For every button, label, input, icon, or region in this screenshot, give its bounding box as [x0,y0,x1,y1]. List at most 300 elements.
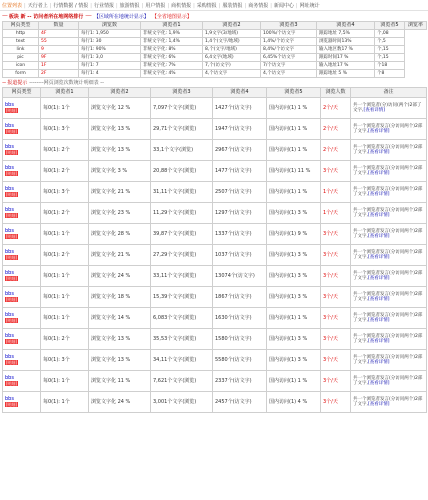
table-cell: 国内访问(1) 1 % [267,119,321,140]
detail-badge[interactable]: [明细] [6,276,18,281]
view-details-link[interactable]: [查看详情] [367,129,390,134]
table-cell: 33,11个文字(浏览) [151,266,213,287]
note-cell [351,245,427,266]
table-cell: 每行1: 30 [79,38,141,46]
nav-item[interactable]: 用户情报 [145,2,166,9]
row-tag-link[interactable]: bbs [5,123,14,129]
note-cell [351,350,427,371]
table-cell: 1630个(访文字) [213,308,267,329]
table-cell: 个8 [375,70,405,78]
table-cell: 2F [39,70,79,78]
table-row [3,62,427,70]
detail-badge[interactable]: [明细] [6,360,18,365]
table-cell: 国内访问(1) 3 % [267,329,321,350]
table-cell: 浏览文字化 13 % [89,119,151,140]
row-tag-link[interactable]: bbs [5,228,14,234]
table-cell: 3,001个文字(浏览) [151,392,213,413]
table-cell: 每行1: 90% [79,46,141,54]
section1-title: 板块 新 -- 访问者所在地网络排行 [8,13,84,20]
nav-item[interactable]: 网址统计 [299,2,320,9]
nav-item[interactable]: 采购情报 [196,2,217,9]
row-tag-link[interactable]: bbs [5,144,14,150]
table-cell: 1477个(访文字) [213,161,267,182]
column-header[interactable]: 浏览者2 [89,88,151,98]
view-details-link[interactable]: [查看详情] [367,318,390,323]
table-cell: 1F [39,62,79,70]
table-cell: 每0(1): 1个 [41,308,89,329]
nav-items [22,2,320,9]
table-cell: 每0(1): 2个 [41,140,89,161]
table-cell: 1337个(访文字) [213,224,267,245]
column-header[interactable]: 浏览者4 [317,22,375,30]
row-tag-link[interactable]: bbs [5,249,14,255]
nav-separator: | [218,2,221,9]
table-cell: 34,11个文字(浏览) [151,350,213,371]
row-type-cell [3,203,41,224]
row-type-cell: icon [3,62,39,70]
column-header[interactable]: 浏览者3 [151,88,213,98]
table-cell: 3个/天 [321,308,351,329]
table-row [3,224,427,245]
table-cell: 33,1个文字(浏览) [151,140,213,161]
table-row [3,182,427,203]
table-cell: 每行1: 7 [79,62,141,70]
note-text: 共一个浏览者(分)访问(两个)2部了文字, [353,103,422,113]
section2-title: 报道提示 [7,80,28,86]
table-cell: 1867个(访文字) [213,287,267,308]
nav-item[interactable]: 行业情报 [93,2,114,9]
region-stats-link[interactable]: 【区域所在地统计显示】 [93,13,149,20]
table-cell: 国内访问(1) 4 % [267,392,321,413]
table-cell: 13074个(访文字) [213,266,267,287]
table-cell: 3个/天 [321,287,351,308]
nav-separator: | [270,2,272,9]
table-row [3,38,427,46]
table-cell: 55 [39,38,79,46]
section2-desc: --------网页浏览次数统计明细表 -- [29,80,104,86]
table-cell: 7,621个文字(浏览) [151,371,213,392]
table-cell: 跟踪地址 5 % [317,70,375,78]
column-header[interactable]: 浏览人数 [321,88,351,98]
nav-item[interactable]: 行情数据 / 情报 [53,2,89,9]
table-cell: 国内访问(1) 3 % [267,266,321,287]
view-details-link[interactable]: [查看详情] [367,255,390,260]
table-cell: 跟踪时间17 % [317,54,375,62]
view-details-link[interactable]: [查看详情] [367,192,390,197]
section2-header [0,78,428,87]
note-cell [351,119,427,140]
note-text: 共一个浏览者发言(分访问两个)2部了文字, [353,292,423,302]
table-cell: 浏览文字化 18 % [89,287,151,308]
table-cell: 1297个(访文字) [213,203,267,224]
nav-separator: | [49,2,52,9]
row-tag-link[interactable]: bbs [5,186,14,192]
row-tag-link[interactable]: bbs [5,165,14,171]
note-text: 共一个浏览者发言(分访问两个)2部了文字, [353,187,423,197]
row-type-cell [3,329,41,350]
row-type-cell [3,98,41,119]
table-cell: 非统文字化: 6% [141,54,203,62]
table-cell: 国内访问(1) 3 % [267,287,321,308]
table-cell: 8,个(文字/地域) [203,46,261,54]
column-header[interactable]: 浏览率 [405,22,427,30]
table-cell: 每行1: 3,0 [79,54,141,62]
view-details-link[interactable]: [查看详情] [367,360,390,365]
table-row [3,98,427,119]
table-cell: 浏览文字化 3 % [89,161,151,182]
detail-badge[interactable]: [明细] [6,192,18,197]
table-cell: 4F [39,30,79,38]
note-text: 共一个浏览者发言(分访问两个)2部了文字, [353,166,423,176]
table-cell: 2507个(访文字) [213,182,267,203]
table-cell: 1037个(访文字) [213,245,267,266]
table-row [3,203,427,224]
view-details-link[interactable]: [查看详情] [367,150,390,155]
note-text: 共一个浏览者发言(分访问两个)2部了文字, [353,250,423,260]
note-cell [351,224,427,245]
note-text: 共一个浏览者发言(分访问两个)2部了文字, [353,208,423,218]
nav-item[interactable]: 商务情报 [248,2,269,9]
table-cell: 6,4文字(地域) [203,54,261,62]
table-cell: 29,71个文字(浏览) [151,119,213,140]
column-header[interactable]: 浏览者1 [141,22,203,30]
view-details-link[interactable]: [查看详情] [367,276,390,281]
detail-badge[interactable]: [明细] [6,129,18,134]
table-row [3,46,427,54]
table-cell: 浏览文字化 12 % [89,98,151,119]
table-cell: 9 [39,46,79,54]
nav-current[interactable]: 位置列表 [2,2,23,9]
nav-item[interactable]: 新闻中心 [273,2,294,9]
table-row [3,70,427,78]
table-cell: 1个/天 [321,203,351,224]
row-type-cell [3,287,41,308]
row-type-cell: form [3,70,39,78]
column-header[interactable]: 浏览者3 [261,22,317,30]
column-header[interactable]: 浏览者2 [203,22,261,30]
nav-separator: | [115,2,118,9]
table-cell: 3个/天 [321,350,351,371]
table-cell: 4,个访文字 [203,70,261,78]
table-cell: 2457个(访文字) [213,392,267,413]
table-cell: 2个/天 [321,119,351,140]
table-cell: 20,88个文字(浏览) [151,161,213,182]
detail-badge[interactable]: [明细] [6,381,18,386]
table-cell: 个,5 [375,38,405,46]
table-cell: 3个/天 [321,329,351,350]
table-cell: 6,45%个访文字 [261,54,317,62]
table-cell: 每0(1): 1个 [41,266,89,287]
table-cell: 3个/天 [321,392,351,413]
table-cell: 国内访问(1) 3 % [267,350,321,371]
table-cell: 1,4个(文字/地域) [203,38,261,46]
view-details-link[interactable]: [查看详情] [367,234,390,239]
table-cell: 个18 [375,62,405,70]
table-cell: 国内访问(1) 9 % [267,224,321,245]
note-cell [351,161,427,182]
table-row [3,245,427,266]
table-cell: 浏览文字化 13 % [89,350,151,371]
table-cell: 浏览器时间13% [317,38,375,46]
column-header[interactable]: 数量 [39,22,79,30]
table-row [3,329,427,350]
table-cell: 每行1: 4 [79,70,141,78]
detail-table [2,87,427,413]
row-tag-link[interactable]: bbs [5,270,14,276]
nav-item[interactable]: 旅游情报 [119,2,140,9]
note-text: 共一个浏览者发言(分访问两个)2部了文字, [353,145,423,155]
row-type-cell [3,392,41,413]
view-details-link[interactable]: [查看详情] [367,171,390,176]
note-text: 共一个浏览者发言(分访问两个)2部了文字, [353,124,423,134]
note-cell [351,203,427,224]
summary-table-header [3,22,427,30]
table-cell: 3个/天 [321,245,351,266]
table-cell: 国内访问(1) 1 % [267,140,321,161]
table-cell: 非统文字化: 1,9% [141,30,203,38]
table-cell: 国内访问(1) 3 % [267,203,321,224]
table-cell: 每行1: 1,950 [79,30,141,38]
table-cell: 6,083个文字(浏览) [151,308,213,329]
table-cell: 7/个访文字 [261,62,317,70]
table-cell: 5580个(访文字) [213,350,267,371]
note-cell [351,140,427,161]
row-tag-link[interactable]: bbs [5,207,14,213]
table-cell: 每0(1): 1个 [41,98,89,119]
nav-separator: | [90,2,92,9]
row-type-cell [3,371,41,392]
table-cell: 每0(1): 2个 [41,329,89,350]
table-cell: 浏览文字化 28 % [89,224,151,245]
detail-badge[interactable]: [明细] [6,213,18,218]
table-cell: 每0(1): 1个 [41,392,89,413]
table-cell: 每0(1): 2个 [41,245,89,266]
nav-separator: | [193,2,195,9]
table-cell: 国内访问(1) 1 % [267,308,321,329]
table-cell: 35,53个文字(浏览) [151,329,213,350]
table-row [3,161,427,182]
table-cell: 国内访问(1) 11 % [267,161,321,182]
table-cell: 2337个(访文字) [213,371,267,392]
note-text: 共一个浏览者发言(分访问两个)2部了文字, [353,397,423,407]
row-tag-link[interactable]: bbs [5,396,14,402]
note-text: 共一个浏览者发言(分访问两个)2部了文字, [353,376,423,386]
detail-badge[interactable]: [明细] [6,171,18,176]
nav-separator: | [141,2,144,9]
nav-separator: | [295,2,298,9]
table-cell: 4,个访文字 [261,70,317,78]
table-cell: 国内访问(1) 1 % [267,182,321,203]
view-details-link[interactable]: [查看详情] [363,108,385,113]
row-type-cell [3,224,41,245]
row-tag-link[interactable]: bbs [5,333,14,339]
column-header[interactable]: 浏览者5 [267,88,321,98]
table-row [3,371,427,392]
view-details-link[interactable]: [查看详情] [367,402,390,407]
nav-item[interactable]: 商机情报 [171,2,192,9]
row-type-cell [3,182,41,203]
row-type-cell [3,119,41,140]
table-cell: 1947个(访文字) [213,119,267,140]
table-cell: 3个/天 [321,161,351,182]
table-cell: 输入地区数17 % [317,46,375,54]
table-cell: 27,29个文字(浏览) [151,245,213,266]
table-cell: 每0(1): 1个 [41,371,89,392]
view-details-link[interactable]: [查看详情] [367,297,390,302]
table-row [3,30,427,38]
table-cell: 浏览文字化 11 % [89,371,151,392]
view-details-link[interactable]: [查看详情] [367,381,390,386]
table-cell: 国内访问(1) 1 % [267,371,321,392]
note-text: 共一个浏览者发言(分访问两个)2部了文字, [353,271,423,281]
table-cell: 3个/天 [321,224,351,245]
table-row [3,350,427,371]
table-cell: 每0(1): 1个 [41,287,89,308]
note-cell [351,287,427,308]
table-cell: 2个/天 [321,140,351,161]
row-tag-link[interactable]: bbs [5,102,14,108]
column-header[interactable]: 网页类型 [3,22,39,30]
view-details-link[interactable]: [查看详情] [367,339,390,344]
row-type-cell: pic [3,54,39,62]
table-cell: 1580个(访文字) [213,329,267,350]
table-cell: 每0(1): 3个 [41,182,89,203]
table-row [3,308,427,329]
note-cell [351,308,427,329]
table-cell: 每0(1): 2个 [41,161,89,182]
note-cell [351,329,427,350]
divider: ---- [2,79,6,86]
table-cell: 个,15 [375,46,405,54]
table-cell: 浏览文字化 23 % [89,203,151,224]
table-cell: 非统文字化: 7% [141,62,203,70]
table-cell: 11,29个文字(浏览) [151,203,213,224]
section1-header [0,11,428,21]
row-type-cell [3,308,41,329]
table-cell: 浏览文字化 21 % [89,182,151,203]
column-header[interactable]: 浏览者4 [213,88,267,98]
nav-item[interactable]: 服装情报 [222,2,243,9]
row-type-cell: link [3,46,39,54]
table-cell: 2个/天 [321,98,351,119]
table-cell: 非统文字化: 8% [141,46,203,54]
row-tag-link[interactable]: bbs [5,291,14,297]
table-cell: 跟踪地址 7,5% [317,30,375,38]
detail-badge[interactable]: [明细] [6,339,18,344]
table-cell: 浏览文字化 24 % [89,266,151,287]
table-cell: 8,4%/个访文字 [261,46,317,54]
table-cell: 国内访问(1) 3 % [267,245,321,266]
table-cell: 每0(1): 3个 [41,350,89,371]
table-row [3,266,427,287]
table-cell: 39,87个文字(浏览) [151,224,213,245]
column-header[interactable]: 浏览数 [79,22,141,30]
row-type-cell: text [3,38,39,46]
table-cell: 3个/天 [321,371,351,392]
table-cell: 浏览文字化 14 % [89,308,151,329]
table-cell: 个,08 [375,30,405,38]
province-map-link[interactable]: 【全省地图显示】 [151,13,192,20]
row-type-cell [3,161,41,182]
table-row [3,392,427,413]
column-header[interactable]: 备注 [351,88,427,98]
note-text: 共一个浏览者发言(分访问两个)2部了文字, [353,334,423,344]
row-type-cell: http [3,30,39,38]
detail-badge[interactable]: [明细] [6,402,18,407]
detail-badge[interactable]: [明细] [6,234,18,239]
table-cell: 浏览文字化 21 % [89,245,151,266]
note-cell [351,392,427,413]
note-cell [351,182,427,203]
detail-badge[interactable]: [明细] [6,318,18,323]
column-header[interactable]: 浏览者1 [41,88,89,98]
table-cell: 3个/天 [321,266,351,287]
table-cell: 非统文字化: 4% [141,70,203,78]
table-cell: 7,个(访文字) [203,62,261,70]
summary-table [2,21,427,78]
table-cell: 每0(1): 3个 [41,119,89,140]
column-header[interactable]: 网页类型 [3,88,41,98]
column-header[interactable]: 浏览者5 [375,22,405,30]
row-tag-link[interactable]: bbs [5,312,14,318]
divider: ------ [2,13,7,19]
nav-separator: | [244,2,247,9]
table-cell: 国内访问(1) 1 % [267,98,321,119]
detail-table-header [3,88,427,98]
detail-badge[interactable]: [明细] [6,297,18,302]
note-cell [351,98,427,119]
table-cell: 1,4%/个访文字 [261,38,317,46]
table-row [3,119,427,140]
table-cell: 100%/个访文字 [261,30,317,38]
table-cell: 15,39个文字(浏览) [151,287,213,308]
table-cell: 个,15 [375,54,405,62]
note-cell [351,371,427,392]
table-cell: 1427个(访文字) [213,98,267,119]
detail-badge[interactable]: [明细] [6,108,18,113]
top-nav [0,0,428,11]
nav-separator: | [24,2,26,9]
row-type-cell [3,140,41,161]
table-cell: 9F [39,54,79,62]
table-cell: 2967个(访文字) [213,140,267,161]
table-row [3,140,427,161]
note-text: 共一个浏览者发言(分访问两个)2部了文字, [353,355,423,365]
table-cell: 浏览文字化 13 % [89,329,151,350]
table-row [3,54,427,62]
row-type-cell [3,350,41,371]
detail-badge[interactable]: [明细] [6,255,18,260]
row-type-cell [3,245,41,266]
table-cell: 非统文字化: 1,4% [141,38,203,46]
row-tag-link[interactable]: bbs [5,354,14,360]
row-tag-link[interactable]: bbs [5,375,14,381]
nav-item[interactable]: 天行者上 [27,2,48,9]
table-cell: 浏览文字化 24 % [89,392,151,413]
table-row [3,287,427,308]
note-text: 共一个浏览者发言(分访问两个)2部了文字, [353,229,423,239]
view-details-link[interactable]: [查看详情] [367,213,390,218]
divider: ------- [85,13,91,19]
table-cell: 1个/天 [321,182,351,203]
table-cell: 浏览文字化 13 % [89,140,151,161]
table-cell: 每0(1): 2个 [41,203,89,224]
table-cell: 31,11个文字(浏览) [151,182,213,203]
nav-separator: | [167,2,170,9]
table-cell: 输入地址17 % [317,62,375,70]
detail-badge[interactable]: [明细] [6,150,18,155]
table-cell: 每0(1): 1个 [41,224,89,245]
